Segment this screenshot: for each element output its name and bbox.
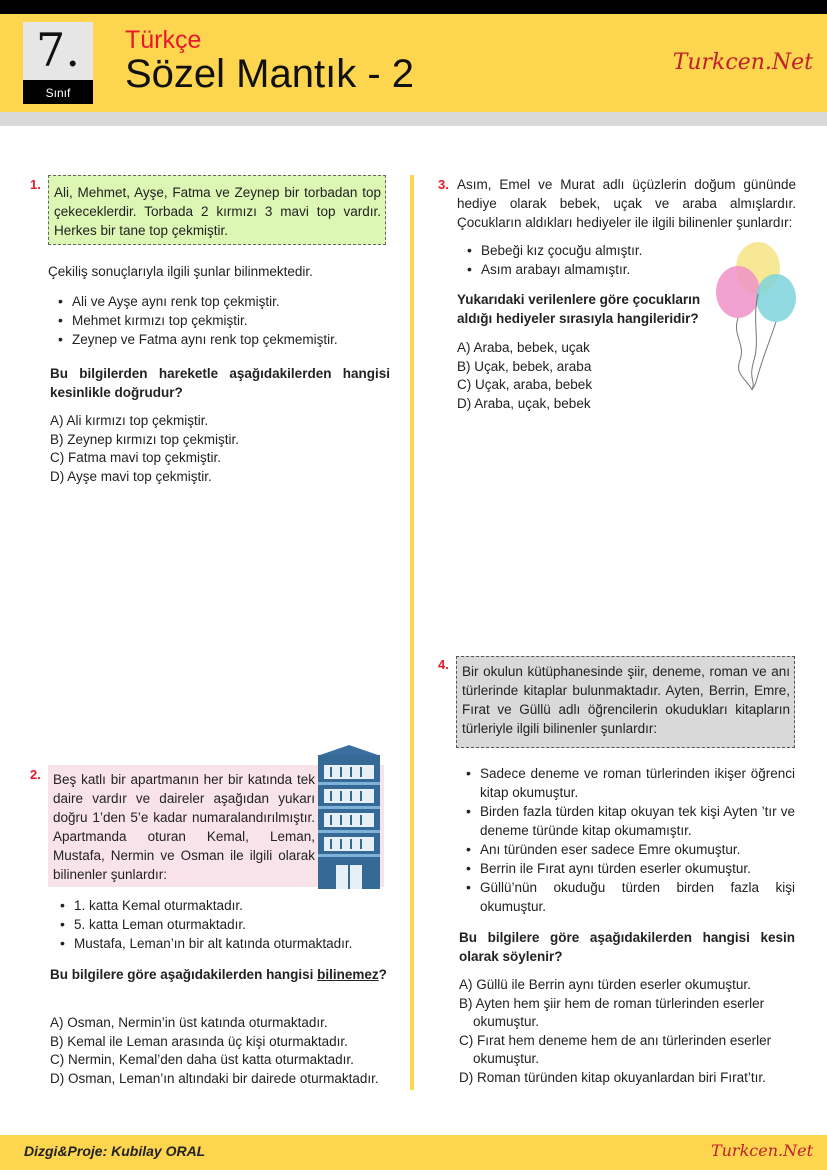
question-3-options	[457, 339, 707, 413]
list-item: • Anı türünden eser sadece Emre okumuştur.	[466, 840, 795, 859]
option-d: D) Osman, Leman’ın altındaki bir dairede oturmaktadır.	[50, 1070, 379, 1086]
question-1-facts	[58, 292, 388, 349]
question-2-facts	[60, 896, 390, 953]
footer-logo: Turkcen.Net	[710, 1141, 813, 1160]
question-2-number: 2.	[30, 767, 41, 782]
question-3-number: 3.	[438, 177, 449, 192]
footer-credit: Dizgi&Proje: Kubilay ORAL	[24, 1143, 206, 1159]
option-b: B) Ayten hem şiir hem de roman türlerinden eserler okumuştur.	[459, 995, 765, 1029]
balloons-icon	[712, 240, 800, 392]
question-4-box: Bir okulun kütüphanesinde şiir, deneme, roman ve anı türlerinde kitaplar bulunmaktadır. Ayten, Berrin, Emre, Fırat ve Güllü adlı öğrencilerin okudukları kitapların türleriyle ilgili bilinenler şunlardır:	[456, 656, 795, 748]
option-c: C) Nermin, Kemal’den daha üst katta oturmaktadır.	[50, 1052, 354, 1067]
question-2-prompt-keyword: bilinemez	[317, 967, 379, 982]
question-2-prompt-a: Bu bilgilere göre aşağıdakilerden hangisi	[50, 967, 318, 982]
option-a: A) Güllü ile Berrin aynı türden eserler okumuştur.	[459, 977, 751, 992]
column-divider	[410, 175, 414, 1090]
option-d: D) Ayşe mavi top çekmiştir.	[50, 468, 212, 484]
option-d: D) Araba, uçak, bebek	[457, 395, 591, 411]
option-a: A) Araba, bebek, uçak	[457, 340, 590, 355]
list-item: • 5. katta Leman oturmaktadır.	[60, 915, 390, 934]
question-2-prompt	[50, 965, 390, 984]
question-4-prompt: Bu bilgilere göre aşağıdakilerden hangisi kesin olarak söylenir?	[459, 930, 795, 964]
option-c: C) Fırat hem deneme hem de anı türlerinden eserler okumuştur.	[459, 1032, 772, 1066]
list-item: • Birden fazla türden kitap okuyan tek kişi Ayten ’tır ve deneme türünde kitap okumamıştır.	[466, 802, 795, 840]
grade-number: 7.	[36, 23, 80, 77]
option-a: A) Osman, Nermin’in üst katında oturmaktadır.	[50, 1015, 328, 1030]
page-title: Sözel Mantık - 2	[125, 52, 415, 96]
grade-badge	[23, 22, 93, 104]
question-1-options	[50, 412, 390, 486]
list-item: • Ali ve Ayşe aynı renk top çekmiştir.	[58, 292, 388, 311]
building-icon	[316, 745, 382, 889]
option-b: B) Kemal ile Leman arasında üç kişi oturmaktadır.	[50, 1033, 348, 1049]
list-item: • Mustafa, Leman’ın bir alt katında oturmaktadır.	[60, 934, 390, 953]
brand-logo	[673, 50, 813, 75]
question-1-box: Ali, Mehmet, Ayşe, Fatma ve Zeynep bir torbadan top çekeceklerdir. Torbada 2 kırmızı 3 mavi top vardır. Herkes bir tane top çekmiştir.	[48, 175, 386, 245]
header-underline	[0, 112, 827, 126]
page-footer	[0, 1135, 827, 1170]
question-3-facts	[467, 241, 717, 279]
question-4-number: 4.	[438, 657, 449, 672]
list-item: • Berrin ile Fırat aynı türden eserler okumuştur.	[466, 859, 795, 878]
question-3-text: Asım, Emel ve Murat adlı üçüzlerin doğum gününde hediye olarak bebek, uçak ve araba almışlardır. Çocukların aldıkları hediyeler ile ilgili bilinenler şunlardır:	[457, 177, 796, 230]
list-item: • Güllü’nün okuduğu türden birden fazla kişi okumuştur.	[466, 878, 795, 916]
subject-title: Türkçe	[125, 26, 202, 54]
list-item: • Asım arabayı almamıştır.	[467, 260, 717, 279]
question-4-options	[459, 976, 795, 1087]
option-c: C) Fatma mavi top çekmiştir.	[50, 450, 222, 465]
list-item: • Bebeği kız çocuğu almıştır.	[467, 241, 717, 260]
question-2-prompt-end: ?	[378, 967, 387, 982]
list-item: • 1. katta Kemal oturmaktadır.	[60, 896, 390, 915]
option-b: B) Uçak, bebek, araba	[457, 358, 592, 374]
list-item: • Sadece deneme ve roman türlerinden ikişer öğrenci kitap okumuştur.	[466, 764, 795, 802]
question-1-intro: Çekiliş sonuçlarıyla ilgili şunlar bilinmektedir.	[48, 264, 313, 279]
list-item: • Zeynep ve Fatma aynı renk top çekmemiştir.	[58, 330, 388, 349]
question-2-text: Beş katlı bir apartmanın her bir katında tek daire vardır ve daireler aşağıdan yukarı doğru 1’den 5’e kadar numaralandırılmıştır. Apartmanda oturan Kemal, Leman, Mustafa, Nermin ve Osman ile ilgili olarak bilinenler şunlardır:	[53, 772, 315, 882]
grade-label: Sınıf	[23, 80, 93, 104]
list-item: • Mehmet kırmızı top çekmiştir.	[58, 311, 388, 330]
question-2-options	[50, 1014, 400, 1088]
option-c: C) Uçak, araba, bebek	[457, 377, 593, 392]
option-a: A) Ali kırmızı top çekmiştir.	[50, 413, 209, 428]
question-1-prompt: Bu bilgilerden hareketle aşağıdakilerden hangisi kesinlikle doğrudur?	[50, 366, 390, 400]
question-3-prompt: Yukarıdaki verilenlere göre çocukların aldığı hediyeler sırasıyla hangileridir?	[457, 292, 701, 326]
option-b: B) Zeynep kırmızı top çekmiştir.	[50, 431, 240, 447]
brand-logo-text: Turkcen.Net	[672, 50, 813, 75]
option-d: D) Roman türünden kitap okuyanlardan biri Fırat’tır.	[459, 1069, 766, 1085]
question-1-number: 1.	[30, 177, 41, 192]
top-bar	[0, 0, 827, 14]
question-4-facts	[466, 764, 795, 916]
